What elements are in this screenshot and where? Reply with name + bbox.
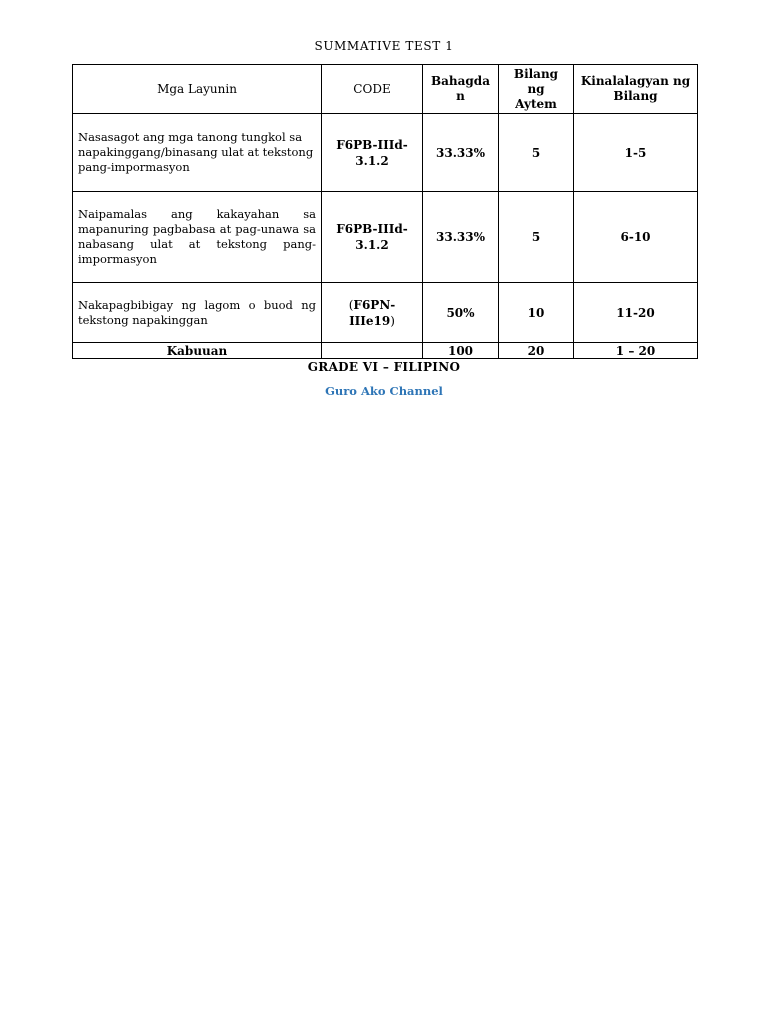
header-code: CODE xyxy=(322,65,423,114)
percent-cell: 33.33% xyxy=(423,192,499,283)
header-items xyxy=(499,65,574,114)
code-line1: F6PN- xyxy=(353,297,396,312)
header-objectives: Mga Layunin xyxy=(73,65,322,114)
total-location: 1 – 20 xyxy=(574,343,698,359)
items-cell: 5 xyxy=(499,114,574,192)
code-cell xyxy=(322,192,423,283)
header-percent xyxy=(423,65,499,114)
location-cell: 6-10 xyxy=(574,192,698,283)
percent-cell: 33.33% xyxy=(423,114,499,192)
objective-cell: Nakapagbibigay ng lagom o buod ng tekstong napakinggan xyxy=(73,283,322,343)
channel-name: Guro Ako Channel xyxy=(325,384,443,398)
table-row xyxy=(73,283,698,343)
code-close-paren: ) xyxy=(390,313,395,328)
code-open-paren: ( xyxy=(348,297,354,312)
percent-cell: 50% xyxy=(423,283,499,343)
code-line2: IIIe19 xyxy=(349,313,391,328)
document-title: SUMMATIVE TEST 1 xyxy=(314,39,454,53)
items-cell: 5 xyxy=(499,192,574,283)
objective-cell: Naipamalas ang kakayahan sa mapanuring pagbabasa at pag-unawa sa nabasang ulat at tekstong pang-impormasyon xyxy=(73,192,322,283)
code-line1: F6PB-IIId- xyxy=(336,222,408,236)
table-header-row xyxy=(73,65,698,114)
header-location-line2: Bilang xyxy=(613,89,658,103)
header-location-line1: Kinalalagyan ng xyxy=(580,74,691,88)
code-line2: 3.1.2 xyxy=(355,238,389,252)
total-code-empty xyxy=(322,343,423,359)
header-percent-line1: Bahagda xyxy=(431,74,490,88)
grade-subject: GRADE VI – FILIPINO xyxy=(307,360,461,374)
location-cell: 1-5 xyxy=(574,114,698,192)
table-of-specifications xyxy=(72,64,698,359)
code-cell xyxy=(322,114,423,192)
header-items-line2: Aytem xyxy=(515,96,557,111)
location-cell: 11-20 xyxy=(574,283,698,343)
total-items: 20 xyxy=(499,343,574,359)
code-line1: F6PB-IIId- xyxy=(336,137,408,152)
total-percent: 100 xyxy=(423,343,499,359)
table-row xyxy=(73,114,698,192)
code-cell xyxy=(322,283,423,343)
header-location xyxy=(574,65,698,114)
table-row xyxy=(73,192,698,283)
total-row xyxy=(73,343,698,359)
items-cell: 10 xyxy=(499,283,574,343)
header-percent-line2: n xyxy=(456,89,465,103)
objective-cell: Nasasagot ang mga tanong tungkol sa napakinggang/binasang ulat at tekstong pang-impormasyon xyxy=(73,114,322,192)
code-line2: 3.1.2 xyxy=(355,153,389,168)
total-label: Kabuuan xyxy=(73,343,322,359)
header-items-line1: Bilang ng xyxy=(513,66,559,96)
